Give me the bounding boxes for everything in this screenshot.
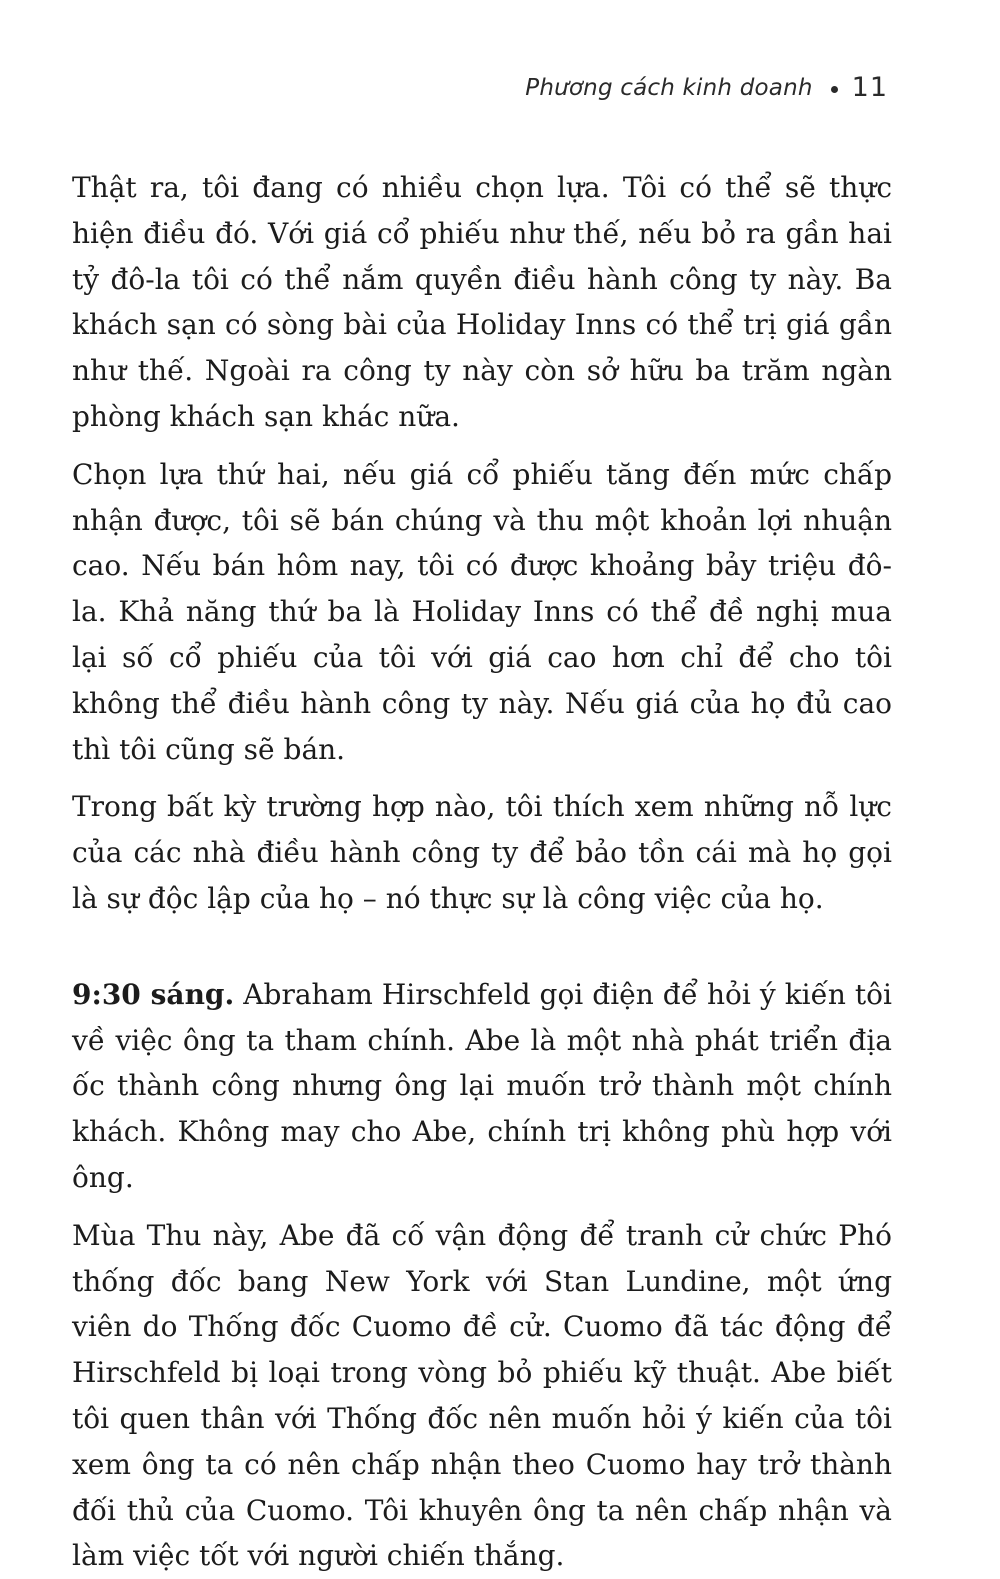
paragraph-4-text: Abraham Hirschfeld gọi điện để hỏi ý kiến tôi về việc ông ta tham chính. Abe là một nhà phát triển địa ốc thành công nhưng ông lại muốn trở thành một chính khách. Không may cho Abe, chính trị không phù hợp với ông. — [72, 977, 892, 1194]
running-title: Phương cách kinh doanh — [525, 74, 813, 101]
body-text — [72, 165, 892, 1579]
paragraph-5: Mùa Thu này, Abe đã cố vận động để tranh cử chức Phó thống đốc bang New York với Stan Lundine, một ứng viên do Thống đốc Cuomo đề cử. Cuomo đã tác động để Hirschfeld bị loại trong vòng bỏ phiếu kỹ thuật. Abe biết tôi quen thân với Thống đốc nên muốn hỏi ý kiến của tôi xem ông ta có nên chấp nhận theo Cuomo hay trở thành đối thủ của Cuomo. Tôi khuyên ông ta nên chấp nhận và làm việc tốt với người chiến thắng. — [72, 1218, 892, 1573]
time-stamp: 9:30 sáng. — [72, 977, 235, 1011]
paragraph-4 — [72, 972, 892, 1201]
paragraph-1: Thật ra, tôi đang có nhiều chọn lựa. Tôi có thể sẽ thực hiện điều đó. Với giá cổ phiếu như thế, nếu bỏ ra gần hai tỷ đô-la tôi có thể nắm quyền điều hành công ty này. Ba khách sạn có sòng bài của Holiday Inns có thể trị giá gần như thế. Ngoài ra công ty này còn sở hữu ba trăm ngàn phòng khách sạn khác nữa. — [72, 171, 892, 433]
paragraph-2: Chọn lựa thứ hai, nếu giá cổ phiếu tăng đến mức chấp nhận được, tôi sẽ bán chúng và thu một khoản lợi nhuận cao. Nếu bán hôm nay, tôi có được khoảng bảy triệu đô-la. Khả năng thứ ba là Holiday Inns có thể đề nghị mua lại số cổ phiếu của tôi với giá cao hơn chỉ để cho tôi không thể điều hành công ty này. Nếu giá của họ đủ cao thì tôi cũng sẽ bán. — [72, 457, 892, 766]
running-header — [525, 72, 888, 103]
page-number: 11 — [851, 72, 888, 103]
paragraph-3: Trong bất kỳ trường hợp nào, tôi thích xem những nỗ lực của các nhà điều hành công ty để bảo tồn cái mà họ gọi là sự độc lập của họ – nó thực sự là công việc của họ. — [72, 790, 892, 915]
bullet-separator-icon — [831, 86, 838, 93]
